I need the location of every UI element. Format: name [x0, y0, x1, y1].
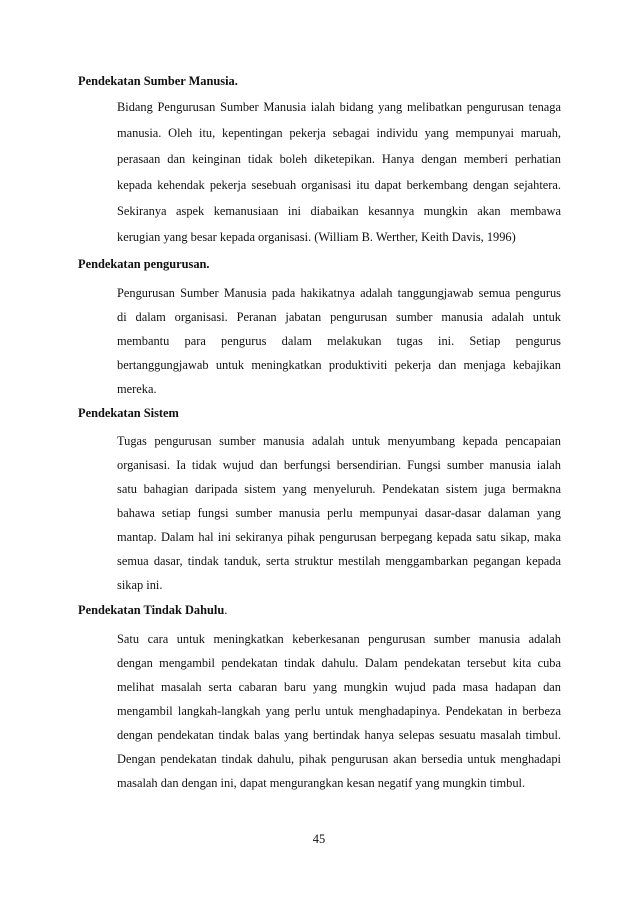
- paragraph-line: Tugas pengurusan sumber manusia adalah untuk menyumbang kepada pencapaian: [117, 434, 561, 448]
- page-number: 45: [312, 832, 326, 846]
- paragraph-line: kepada kehendak pekerja sesebuah organisasi itu dapat berkembang dengan sejahtera.: [117, 178, 561, 192]
- section-heading-pengurusan: Pendekatan pengurusan.: [78, 257, 210, 271]
- paragraph-line: di dalam organisasi. Peranan jabatan pengurusan sumber manusia adalah untuk: [117, 310, 561, 324]
- paragraph-line: semua dasar, tindak tanduk, serta struktur mestilah menggambarkan pegangan kepada: [117, 554, 561, 568]
- section-heading-tindak-dahulu: Pendekatan Tindak Dahulu.: [78, 603, 228, 617]
- paragraph-line: mantap. Dalam hal ini sekiranya pihak pengurusan berpegang kepada satu sikap, maka: [117, 530, 561, 544]
- paragraph-line: Bidang Pengurusan Sumber Manusia ialah bidang yang melibatkan pengurusan tenaga: [117, 100, 561, 114]
- paragraph-line: melihat masalah serta cabaran baru yang mungkin wujud pada masa hadapan dan: [117, 680, 561, 694]
- paragraph-line: satu bahagian daripada sistem yang menyeluruh. Pendekatan sistem juga bermakna: [117, 482, 561, 496]
- section-heading-sistem: Pendekatan Sistem: [78, 406, 179, 420]
- paragraph-line: Pengurusan Sumber Manusia pada hakikatnya adalah tanggungjawab semua pengurus: [117, 286, 561, 300]
- paragraph-line: Satu cara untuk meningkatkan keberkesanan pengurusan sumber manusia adalah: [117, 632, 561, 646]
- paragraph-line: perasaan dan keinginan tidak boleh diketepikan. Hanya dengan memberi perhatian: [117, 152, 561, 166]
- paragraph-line: mengambil langkah-langkah yang perlu untuk menghadapinya. Pendekatan in berbeza: [117, 704, 561, 718]
- paragraph-line: manusia. Oleh itu, kepentingan pekerja sebagai individu yang mempunyai maruah,: [117, 126, 561, 140]
- paragraph-line: dengan mengambil pendekatan tindak dahulu. Dalam pendekatan tersebut kita cuba: [117, 656, 561, 670]
- paragraph-line: mereka.: [117, 382, 157, 396]
- paragraph-line: dengan pendekatan tindak balas yang bertindak hanya selepas sesuatu masalah timbul.: [117, 728, 561, 742]
- paragraph-line: organisasi. Ia tidak wujud dan berfungsi bersendirian. Fungsi sumber manusia ialah: [117, 458, 561, 472]
- paragraph-line: masalah dan dengan ini, dapat mengurangkan kesan negatif yang mungkin timbul.: [117, 776, 526, 790]
- paragraph-line: sikap ini.: [117, 578, 163, 592]
- paragraph-line: kerugian yang besar kepada organisasi. (William B. Werther, Keith Davis, 1996): [117, 230, 516, 244]
- paragraph-line: membantu para pengurus dalam melakukan tugas ini. Setiap pengurus: [117, 334, 561, 348]
- paragraph-line: bahawa setiap fungsi sumber manusia perlu mempunyai dasar-dasar dalaman yang: [117, 506, 561, 520]
- paragraph-line: Sekiranya aspek kemanusiaan ini diabaikan kesannya mungkin akan membawa: [117, 204, 561, 218]
- paragraph-line: bertanggungjawab untuk meningkatkan produktiviti pekerja dan menjaga kebajikan: [117, 358, 561, 372]
- paragraph-line: Dengan pendekatan tindak dahulu, pihak pengurusan akan bersedia untuk menghadapi: [117, 752, 561, 766]
- section-heading-sumber-manusia: Pendekatan Sumber Manusia.: [78, 74, 238, 88]
